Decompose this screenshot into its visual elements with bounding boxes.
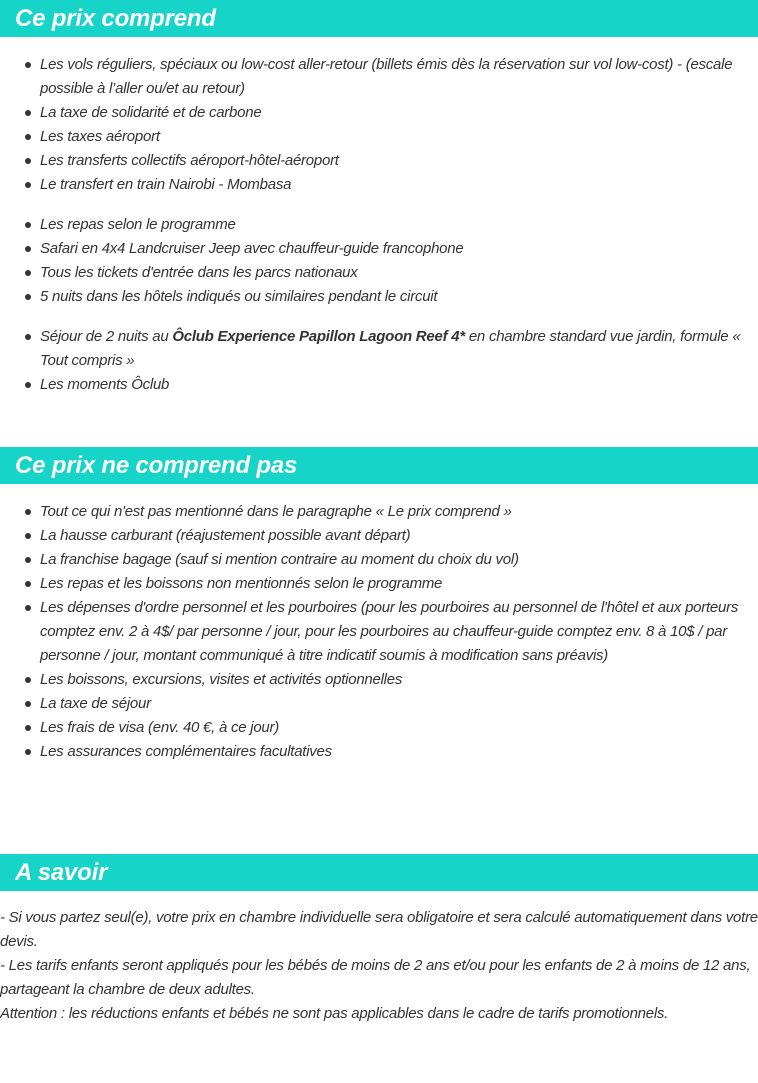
list-item: Les taxes aéroport (40, 125, 758, 149)
list-item: La franchise bagage (sauf si mention contraire au moment du choix du vol) (40, 548, 758, 572)
note-line: - Si vous partez seul(e), votre prix en chambre individuelle sera obligatoire et sera calculé automatiquement dans votre devis. (0, 909, 758, 950)
excludes-header (0, 447, 758, 484)
stay-prefix: Séjour de 2 nuits au (40, 328, 173, 345)
list-item: Les dépenses d'ordre personnel et les pourboires (pour les pourboires au personnel de l'hôtel et aux porteurs comptez env. 2 à 4$/ par personne / jour, pour les pourboires au chauffeur-guide comptez env. 8 à 10$ / par personne / jour, montant communiqué à titre indicatif soumis à modification sans préavis) (40, 596, 758, 668)
list-item-stay (40, 325, 758, 373)
list-item: La taxe de séjour (40, 692, 758, 716)
list-item: 5 nuits dans les hôtels indiqués ou similaires pendant le circuit (40, 285, 758, 309)
excludes-list (0, 500, 758, 764)
excludes-title: Ce prix ne comprend pas (15, 452, 298, 479)
includes-title: Ce prix comprend (15, 5, 216, 32)
list-item: Tous les tickets d'entrée dans les parcs nationaux (40, 261, 758, 285)
good-to-know-header (0, 854, 758, 891)
list-item: Les vols réguliers, spéciaux ou low-cost aller-retour (billets émis dès la réservation sur vol low-cost) - (escale possible à l’aller ou/et au retour) (40, 53, 758, 101)
note-line: - Les tarifs enfants seront appliqués pour les bébés de moins de 2 ans et/ou pour les enfants de 2 à moins de 12 ans, partageant la chambre de deux adultes. (0, 957, 751, 998)
list-item: Les frais de visa (env. 40 €, à ce jour) (40, 716, 758, 740)
list-item: Le transfert en train Nairobi - Mombasa (40, 173, 758, 197)
stay-suffix: en chambre standard vue jardin, formule « Tout compris » (40, 328, 741, 369)
list-item: Les moments Ôclub (40, 373, 758, 397)
list-item: Les boissons, excursions, visites et activités optionnelles (40, 668, 758, 692)
hotel-name: Ôclub Experience Papillon Lagoon Reef 4* (172, 328, 465, 345)
list-item: La taxe de solidarité et de carbone (40, 101, 758, 125)
list-item: La hausse carburant (réajustement possible avant départ) (40, 524, 758, 548)
list-item: Tout ce qui n'est pas mentionné dans le paragraphe « Le prix comprend » (40, 500, 758, 524)
list-item: Les repas et les boissons non mentionnés selon le programme (40, 572, 758, 596)
list-item: Les assurances complémentaires facultatives (40, 740, 758, 764)
note-line: Attention : les réductions enfants et bébés ne sont pas applicables dans le cadre de tarifs promotionnels. (0, 1005, 669, 1022)
list-item: Safari en 4x4 Landcruiser Jeep avec chauffeur-guide francophone (40, 237, 758, 261)
list-item: Les repas selon le programme (40, 213, 758, 237)
good-to-know-text (0, 906, 758, 1026)
list-item: Les transferts collectifs aéroport-hôtel-aéroport (40, 149, 758, 173)
good-to-know-title: A savoir (15, 859, 108, 886)
includes-list (0, 53, 758, 397)
includes-header (0, 0, 758, 37)
